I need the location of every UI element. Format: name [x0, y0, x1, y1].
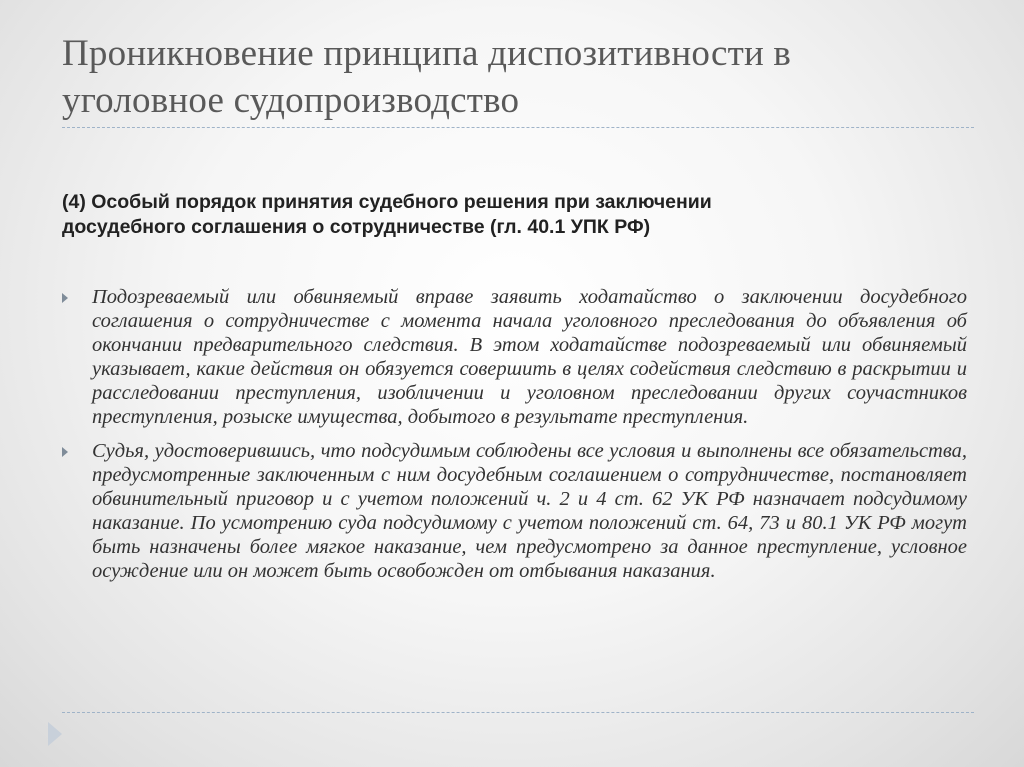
bullet-item [62, 439, 967, 583]
slide-title [62, 30, 962, 124]
triangle-bullet-icon [62, 293, 68, 303]
section-heading-line-1: (4) Особый порядок принятия судебного решения при заключении [62, 191, 712, 213]
title-divider [62, 127, 974, 128]
title-line-1: Проникновение принципа диспозитивности в [62, 33, 792, 74]
bullet-text: Подозреваемый или обвиняемый вправе заявить ходатайство о заключении досудебного соглашения о сотрудничестве с момента начала уголовного преследования до объявления об окончании предварительного следствия. В этом ходатайстве подозреваемый или обвиняемый указывает, какие действия он обязуется совершить в целях содействия следствию в раскрытии и расследовании преступления, изобличении и уголовном преследовании других соучастников преступления, розыске имущества, добытого в результате преступления. [92, 286, 967, 428]
bullet-text: Судья, удостоверившись, что подсудимым соблюдены все условия и выполнены все обязательства, предусмотренные заключенным с ним досудебным соглашением о сотрудничестве, постановляет обвинительный приговор и с учетом положений ч. 2 и 4 ст. 62 УК РФ назначает подсудимому наказание. По усмотрению суда подсудимому с учетом положений ст. 64, 73 и 80.1 УК РФ могут быть назначены более мягкое наказание, чем предусмотрено за данное преступление, условное осуждение или он может быть освобожден от отбывания наказания. [92, 440, 967, 582]
section-heading [62, 190, 942, 240]
bullet-item [62, 285, 967, 429]
triangle-bullet-icon [62, 447, 68, 457]
play-arrow-icon [48, 722, 62, 746]
footer-divider [62, 712, 974, 713]
bullet-list [62, 285, 967, 593]
section-heading-line-2: досудебного соглашения о сотрудничестве (гл. 40.1 УПК РФ) [62, 216, 651, 238]
title-line-2: уголовное судопроизводство [62, 80, 520, 121]
